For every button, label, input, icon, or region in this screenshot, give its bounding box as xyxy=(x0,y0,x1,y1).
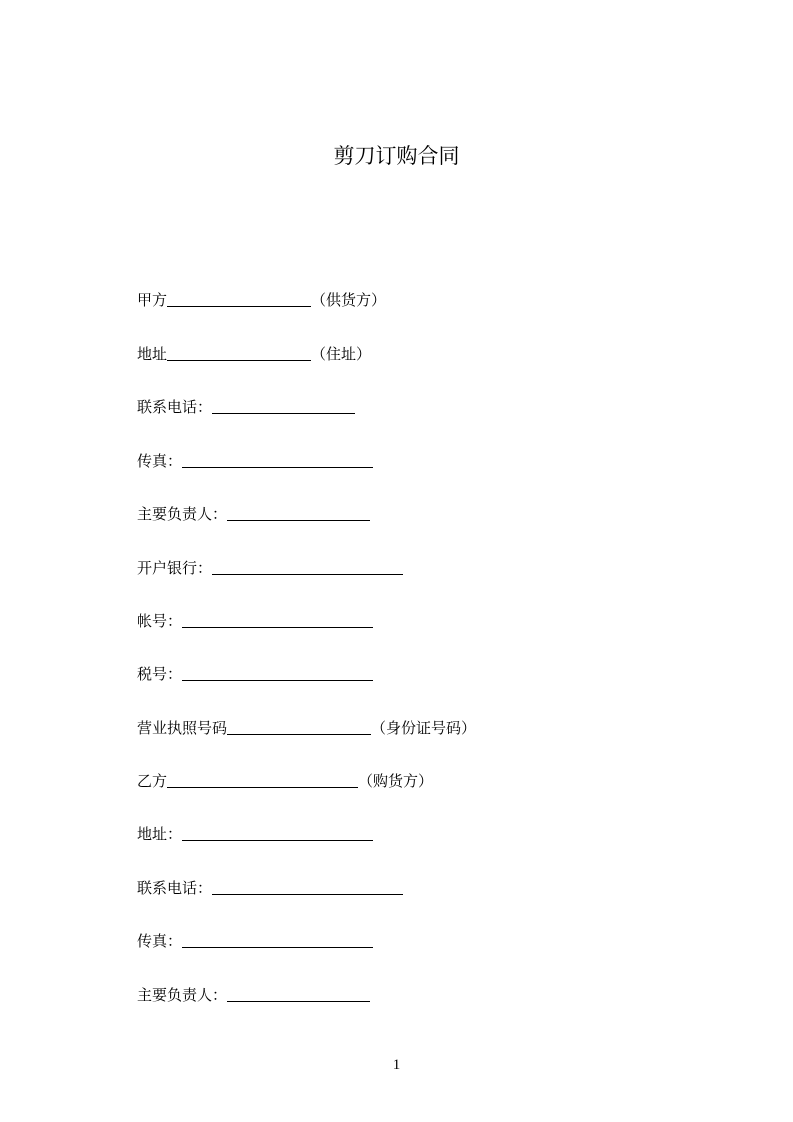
party-b-phone-blank[interactable] xyxy=(212,878,403,895)
party-a-manager-label: 主要负责人： xyxy=(137,505,228,523)
party-a-address-label: 地址 xyxy=(137,345,168,363)
party-b-manager-line xyxy=(137,983,370,1007)
party-b-label: 乙方 xyxy=(137,772,168,790)
party-b-manager-label: 主要负责人： xyxy=(137,986,228,1004)
party-b-phone-label: 联系电话： xyxy=(137,879,213,897)
party-a-blank[interactable] xyxy=(167,290,311,307)
page-number: 1 xyxy=(392,1057,401,1073)
party-a-phone-line xyxy=(137,395,355,419)
party-a-account-line xyxy=(137,609,373,633)
party-a-bank-line xyxy=(137,556,403,580)
party-b-phone-line xyxy=(137,876,403,900)
party-b-fax-label: 传真： xyxy=(137,932,183,950)
party-a-license-line xyxy=(137,716,476,740)
party-b-blank[interactable] xyxy=(167,771,358,788)
party-b-fax-line xyxy=(137,929,373,953)
party-a-line xyxy=(137,288,386,312)
party-a-license-suffix: （身份证号码） xyxy=(371,719,477,737)
party-a-bank-blank[interactable] xyxy=(212,558,403,575)
party-a-manager-blank[interactable] xyxy=(227,504,370,521)
party-a-tax-blank[interactable] xyxy=(182,664,373,681)
party-b-address-line xyxy=(137,822,373,846)
party-a-license-blank[interactable] xyxy=(227,718,371,735)
party-a-address-suffix: （住址） xyxy=(311,345,372,363)
party-a-phone-blank[interactable] xyxy=(212,397,355,414)
party-a-license-label: 营业执照号码 xyxy=(137,719,228,737)
party-a-fax-line xyxy=(137,449,373,473)
party-a-tax-label: 税号： xyxy=(137,665,183,683)
party-a-address-blank[interactable] xyxy=(167,344,311,361)
party-a-account-label: 帐号： xyxy=(137,612,183,630)
party-b-line xyxy=(137,769,433,793)
party-a-manager-line xyxy=(137,502,370,526)
party-b-address-label: 地址： xyxy=(137,825,183,843)
document-title: 剪刀订购合同 xyxy=(333,144,460,168)
party-b-fax-blank[interactable] xyxy=(182,931,373,948)
party-a-role: （供货方） xyxy=(311,291,387,309)
party-a-account-blank[interactable] xyxy=(182,611,373,628)
party-a-tax-line xyxy=(137,662,373,686)
party-b-role: （购货方） xyxy=(358,772,434,790)
party-a-bank-label: 开户银行： xyxy=(137,559,213,577)
party-a-label: 甲方 xyxy=(137,291,168,309)
party-b-address-blank[interactable] xyxy=(182,824,373,841)
party-b-manager-blank[interactable] xyxy=(227,985,370,1002)
party-a-address-line xyxy=(137,342,371,366)
party-a-fax-blank[interactable] xyxy=(182,451,373,468)
party-a-fax-label: 传真： xyxy=(137,452,183,470)
party-a-phone-label: 联系电话： xyxy=(137,398,213,416)
